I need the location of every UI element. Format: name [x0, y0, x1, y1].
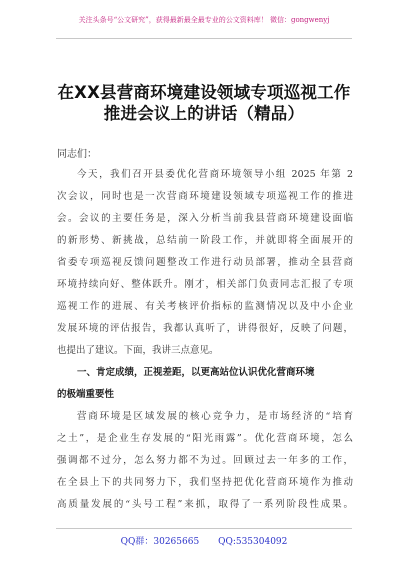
paragraph-line: 也提出了建议。下面，我讲三点意见。 — [57, 345, 219, 356]
paragraph-line: 环境持续向好、整体跃升。刚才，相关部门负责同志汇报了专项 — [57, 279, 353, 290]
paragraph-line: 会。会议的主要任务是，深入分析当前我县营商环境建设面临 — [57, 213, 353, 224]
paragraph-line: 之土”，是企业生存发展的“阳光雨露”。优化营商环境，怎么 — [57, 433, 353, 444]
paragraph-2 — [57, 406, 353, 516]
section-1-heading — [57, 362, 353, 406]
paragraph-line: 强调都不过分，怎么努力都不为过。回顾过去一年多的工作， — [57, 455, 353, 466]
paragraph-line: 的新形势、新挑战，总结前一阶段工作，并就即将全面展开的 — [57, 235, 353, 246]
qq-number: QQ:535304092 — [218, 537, 288, 547]
paragraph-line: 巡视工作的进展、有关考核评价指标的监测情况以及中小企业 — [57, 301, 353, 312]
heading-line: 一、肯定成绩，正视差距，以更高站位认识优化营商环境 — [77, 367, 315, 378]
paragraph-line: 次会议，同时也是一次营商环境建设领域专项巡视工作的推进 — [57, 191, 353, 202]
paragraph-line: 省委专项巡视反馈问题整改工作进行动员部署，推动全县营商 — [57, 257, 353, 268]
salutation: 同志们： — [57, 149, 97, 160]
footer-divider — [56, 528, 352, 529]
footer-contact — [0, 534, 408, 547]
header-notice: 关注头条号“公文研究”，获得最新最全最专业的公文资料库！ 微信：gongwenyj — [78, 16, 330, 24]
paragraph-line: 高质量发展的“头号工程”来抓，取得了一系列阶段性成果。 — [57, 499, 353, 510]
title-line-2: 推进会议上的讲话（精品） — [103, 104, 305, 123]
paragraph-line: 营商环境是区域发展的核心竞争力，是市场经济的“培育 — [77, 411, 353, 422]
title-line-1: 在XX县营商环境建设领域专项巡视工作 — [57, 83, 351, 102]
heading-line: 的极端重要性 — [57, 389, 115, 400]
document-title — [40, 82, 368, 124]
paragraph-line: 在全县上下的共同努力下，我们坚持把优化营商环境作为推动 — [57, 477, 353, 488]
paragraph-1 — [57, 164, 353, 362]
paragraph-line: 发展环境的评估报告，我都认真听了，讲得很好，反映了问题， — [57, 323, 353, 334]
paragraph-line: 今天，我们召开县委优化营商环境领导小组 2025 年第 2 — [77, 169, 353, 180]
header-divider — [56, 38, 352, 39]
qq-group-number: QQ群：30265665 — [120, 537, 200, 547]
